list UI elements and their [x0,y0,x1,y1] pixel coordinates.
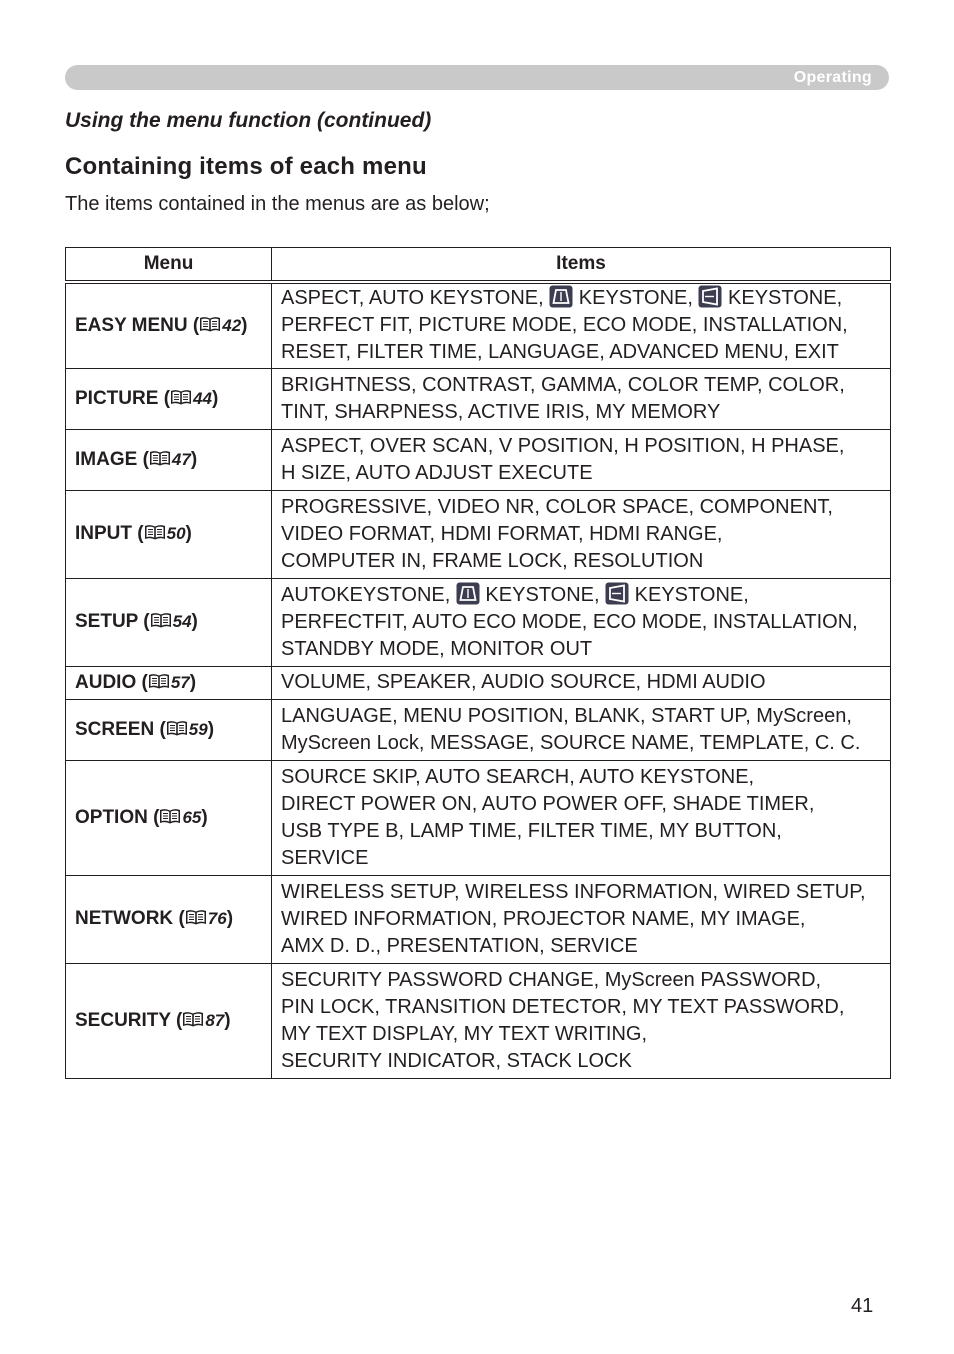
page-ref-number: 76 [207,909,227,928]
items-text: AUTOKEYSTONE, [281,583,456,606]
menu-items-table [65,247,891,1079]
table-row [66,963,891,1078]
items-text: BRIGHTNESS, CONTRAST, GAMMA, COLOR TEMP, COLOR, [281,373,845,396]
vertical-keystone-icon [549,285,573,308]
items-text: KEYSTONE, [722,287,843,310]
menu-name-cell [66,666,272,699]
table-row [66,282,891,368]
book-icon [150,612,172,628]
table-row [66,699,891,760]
menu-name-cell [66,368,272,429]
horizontal-keystone-icon [698,285,722,308]
items-text: PIN LOCK, TRANSITION DETECTOR, MY TEXT PASSWORD, [281,995,845,1018]
book-icon [149,450,171,466]
items-text: KEYSTONE, [479,583,606,606]
menu-items-cell [272,963,891,1078]
menu-name: IMAGE [75,448,138,470]
header-label: Operating [793,69,872,86]
column-header-menu: Menu [66,248,272,283]
menu-items-cell [272,429,891,490]
table-row [66,760,891,875]
menu-name: NETWORK [75,908,174,929]
book-icon [199,316,221,332]
items-text: USB TYPE B, LAMP TIME, FILTER TIME, MY BUTTON, [281,819,782,842]
menu-name-cell [66,578,272,666]
section-subtitle: Using the menu function (continued) [65,109,432,132]
table-row [66,368,891,429]
page-reference: ( 42) [192,314,248,336]
menu-items-cell [272,282,891,368]
page-reference: ( 76) [178,908,234,929]
page-ref-number: 42 [222,315,242,335]
items-text: WIRELESS SETUP, WIRELESS INFORMATION, WIRED SETUP, [281,880,866,903]
menu-name: AUDIO [75,671,137,693]
items-text: H SIZE, AUTO ADJUST EXECUTE [281,461,593,484]
menu-items-cell [272,699,891,760]
menu-name: EASY MENU [75,314,188,336]
menu-items-cell [272,875,891,963]
table-row [66,875,891,963]
items-text: SECURITY INDICATOR, STACK LOCK [281,1049,632,1072]
items-text: MyScreen Lock, MESSAGE, SOURCE NAME, TEMPLATE, C. C. [281,731,861,754]
items-text: VIDEO FORMAT, HDMI FORMAT, HDMI RANGE, [281,522,723,545]
page-ref-number: 57 [170,672,190,692]
column-header-items: Items [272,248,891,283]
table-row [66,666,891,699]
items-text: PERFECTFIT, AUTO ECO MODE, ECO MODE, INSTALLATION, [281,610,858,633]
page-reference: ( 44) [163,387,219,409]
page-ref-number: 47 [171,449,191,469]
page-reference: ( 54) [143,611,198,632]
menu-name-cell [66,490,272,578]
items-text: ASPECT, AUTO KEYSTONE, [281,287,550,310]
page-number: 41 [851,1295,874,1317]
menu-name: PICTURE [75,387,159,409]
menu-name: OPTION [75,806,148,828]
page-reference: ( 59) [159,718,215,740]
table-header-row [66,248,891,283]
vertical-keystone-icon [456,582,480,605]
menu-name-cell [66,429,272,490]
items-text: VOLUME, SPEAKER, AUDIO SOURCE, HDMI AUDIO [281,671,766,693]
menu-name-cell [66,282,272,368]
menu-items-cell [272,490,891,578]
page-reference: ( 87) [176,1009,231,1031]
items-text: TINT, SHARPNESS, ACTIVE IRIS, MY MEMORY [281,400,721,423]
intro-text: The items contained in the menus are as below; [65,193,490,215]
page-ref-number: 44 [193,388,212,408]
items-text: SERVICE [281,846,369,869]
items-text: STANDBY MODE, MONITOR OUT [281,637,593,660]
items-text: COMPUTER IN, FRAME LOCK, RESOLUTION [281,549,704,572]
items-text: MY TEXT DISPLAY, MY TEXT WRITING, [281,1022,648,1045]
items-text: RESET, FILTER TIME, LANGUAGE, ADVANCED MENU, EXIT [281,341,839,364]
table-row [66,429,891,490]
section-title: Containing items of each menu [65,153,427,180]
page-reference: ( 65) [153,806,208,828]
header-bar [65,65,889,90]
horizontal-keystone-icon [605,582,629,605]
table-row [66,490,891,578]
menu-items-cell [272,368,891,429]
book-icon [148,673,170,689]
book-icon [170,389,192,405]
menu-items-cell [272,760,891,875]
book-icon [166,720,188,736]
page-reference: ( 47) [142,448,198,470]
book-icon [182,1011,204,1027]
items-text: AMX D. D., PRESENTATION, SERVICE [281,934,638,957]
table-row [66,578,891,666]
items-text: KEYSTONE, [629,583,749,606]
page-ref-number: 54 [172,612,192,631]
items-text: WIRED INFORMATION, PROJECTOR NAME, MY IMAGE, [281,907,806,930]
page-ref-number: 59 [188,719,208,739]
menu-name-cell [66,875,272,963]
items-text: LANGUAGE, MENU POSITION, BLANK, START UP, MyScreen, [281,704,852,727]
menu-items-cell [272,666,891,699]
items-text: ASPECT, OVER SCAN, V POSITION, H POSITION, H PHASE, [281,434,845,457]
page-ref-number: 87 [205,1010,225,1030]
menu-name-cell [66,699,272,760]
page-reference: ( 50) [137,523,192,544]
menu-name-cell [66,760,272,875]
items-text: DIRECT POWER ON, AUTO POWER OFF, SHADE TIMER, [281,792,815,815]
book-icon [185,909,207,925]
page-ref-number: 65 [182,807,202,827]
page-ref-number: 50 [166,524,186,543]
menu-name: SCREEN [75,718,155,740]
items-text: SOURCE SKIP, AUTO SEARCH, AUTO KEYSTONE, [281,765,755,788]
book-icon [159,808,181,824]
items-text: PERFECT FIT, PICTURE MODE, ECO MODE, INSTALLATION, [281,314,848,337]
menu-name: INPUT [75,523,132,544]
menu-name: SECURITY [75,1009,171,1031]
items-text: KEYSTONE, [573,287,699,310]
menu-name: SETUP [75,611,139,632]
menu-name-cell [66,963,272,1078]
book-icon [144,524,166,540]
menu-items-cell [272,578,891,666]
items-text: PROGRESSIVE, VIDEO NR, COLOR SPACE, COMPONENT, [281,495,833,518]
page-reference: ( 57) [141,671,197,693]
items-text: SECURITY PASSWORD CHANGE, MyScreen PASSWORD, [281,968,822,991]
